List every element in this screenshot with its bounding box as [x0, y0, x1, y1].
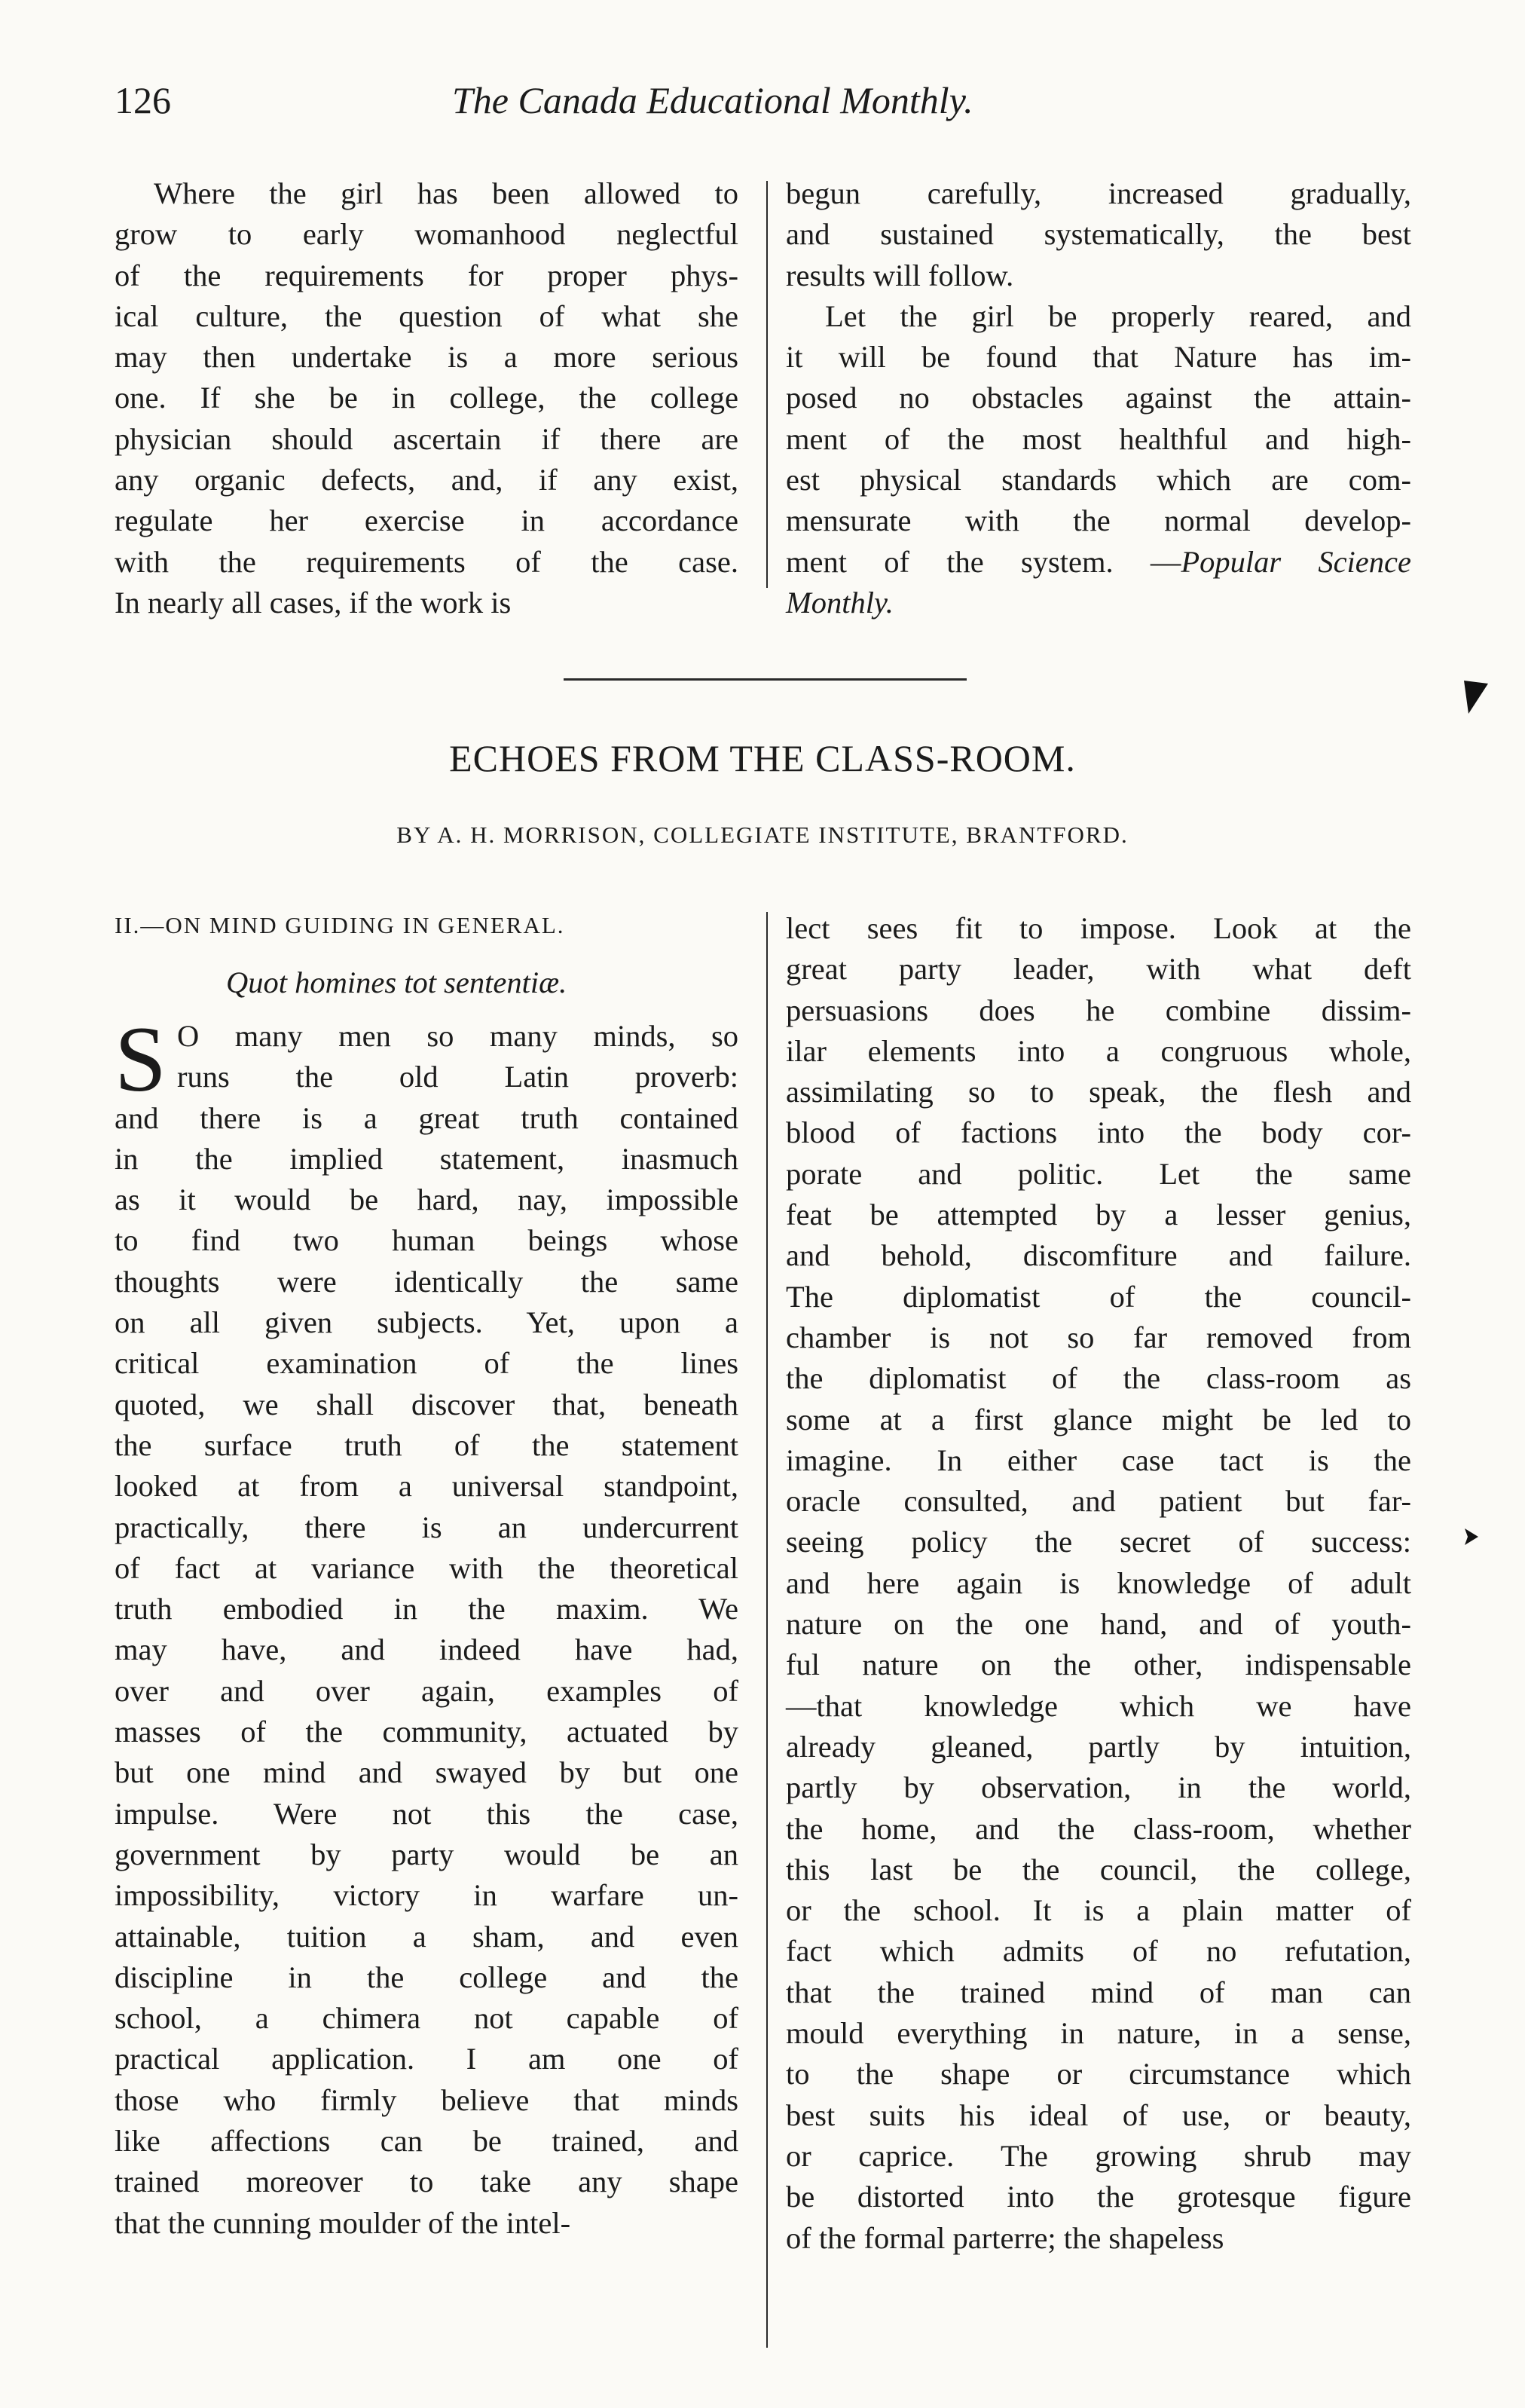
text-line: the surface truth of the statement	[115, 1427, 738, 1462]
text-line: impulse. Were not this the case,	[115, 1796, 738, 1831]
text-line: to find two human beings whose	[115, 1223, 738, 1258]
text-line: and behold, discomfiture and failure.	[786, 1238, 1411, 1273]
prev-article-right-column	[786, 173, 1411, 623]
running-head: The Canada Educational Monthly.	[452, 79, 973, 121]
text-line: but one mind and swayed by but one	[115, 1755, 738, 1790]
text-line: imagine. In either case tact is the	[786, 1443, 1411, 1477]
text-line: feat be attempted by a lesser genius,	[786, 1198, 1411, 1232]
text-line: and there is a great truth contained	[115, 1100, 738, 1135]
text-line: physician should ascertain if there are	[115, 421, 738, 456]
text-line: thoughts were identically the same	[115, 1264, 738, 1299]
text-line: practical application. I am one of	[115, 2042, 738, 2076]
text-line: seeing policy the secret of success:	[786, 1525, 1411, 1559]
text-line: that the trained mind of man can	[786, 1975, 1411, 2009]
text-line: attainable, tuition a sham, and even	[115, 1919, 738, 1954]
column-divider	[766, 181, 768, 588]
text-line: lect sees fit to impose. Look at the	[786, 911, 1411, 945]
margin-arrow-mark	[1463, 1528, 1478, 1545]
text-line: Where the girl has been allowed to	[154, 176, 738, 210]
text-line: with the requirements of the case.	[115, 544, 738, 579]
text-line: In nearly all cases, if the work is	[115, 585, 512, 620]
text-line: partly by observation, in the world,	[786, 1770, 1411, 1805]
text-line: oracle consulted, and patient but far-	[786, 1484, 1411, 1519]
text-line: quoted, we shall discover that, beneath	[115, 1387, 738, 1421]
text-line: government by party would be an	[115, 1837, 738, 1871]
text-line: ment of the most healthful and high-	[786, 421, 1411, 456]
article-left-column	[115, 1016, 738, 2244]
dropcap-block	[115, 1016, 738, 1098]
text-line: like affections can be trained, and	[115, 2124, 738, 2159]
column-divider	[766, 912, 768, 2348]
text-line: the home, and the class-room, whether	[786, 1811, 1411, 1846]
prev-article-left-column	[115, 173, 738, 623]
text-line: est physical standards which are com-	[786, 463, 1411, 497]
text-line: of the requirements for proper phys-	[115, 258, 738, 292]
text-line	[786, 542, 1411, 583]
text-line: and sustained systematically, the best	[786, 217, 1411, 252]
article-right-column	[786, 908, 1411, 2259]
text-line: already gleaned, partly by intuition,	[786, 1729, 1411, 1764]
source-line-2: Monthly.	[786, 585, 894, 620]
text-line: trained moreover to take any shape	[115, 2165, 738, 2199]
text-line: this last be the council, the college,	[786, 1852, 1411, 1886]
text-line: some at a first glance might be led to	[786, 1402, 1411, 1437]
text-line: The diplomatist of the council-	[786, 1279, 1411, 1314]
text-line: masses of the community, actuated by	[115, 1715, 738, 1749]
text-line: the diplomatist of the class-room as	[786, 1361, 1411, 1396]
section-heading: II.—ON MIND GUIDING IN GENERAL.	[115, 912, 565, 938]
text-line: O many men so many minds, so	[176, 1019, 738, 1053]
text-line: may then undertake is a more serious	[115, 340, 738, 375]
text-line: practically, there is an undercurrent	[115, 1510, 738, 1544]
text-line: mensurate with the normal develop-	[786, 503, 1411, 538]
article-byline: BY A. H. MORRISON, COLLEGIATE INSTITUTE, BRANTFORD.	[396, 822, 1129, 848]
article-paragraph-continued	[786, 908, 1411, 2259]
text-line: runs the old Latin proverb:	[176, 1060, 738, 1094]
text-line: discipline in the college and the	[115, 1960, 738, 1994]
text-line: or the school. It is a plain matter of	[786, 1893, 1411, 1928]
text-line: regulate her exercise in accordance	[115, 503, 738, 538]
text-segment: ment of the system.	[786, 544, 1114, 579]
text-line: begun carefully, increased gradually,	[786, 176, 1411, 210]
text-line: grow to early womanhood neglectful	[115, 217, 738, 252]
prev-article-source	[786, 583, 1411, 623]
text-line: ilar elements into a congruous whole,	[786, 1033, 1411, 1068]
prev-article-paragraph	[115, 173, 738, 623]
text-line: mould everything in nature, in a sense,	[786, 2016, 1411, 2051]
text-line: of the formal parterre; the shapeless	[786, 2220, 1224, 2255]
text-line: it will be found that Nature has im-	[786, 340, 1411, 375]
text-line: Let the girl be properly reared, and	[825, 298, 1411, 333]
text-line: best suits his ideal of use, or beauty,	[786, 2097, 1411, 2132]
text-line: that the cunning moulder of the intel-	[115, 2205, 571, 2240]
page-number: 126	[115, 79, 171, 121]
text-line: nature on the one hand, and of youth-	[786, 1607, 1411, 1642]
margin-triangle-mark	[1464, 681, 1488, 714]
prev-article-paragraph	[786, 296, 1411, 583]
text-line: impossibility, victory in warfare un-	[115, 1878, 738, 1913]
prev-article-paragraph-ending	[786, 173, 1411, 296]
motto: Quot homines tot sententiæ.	[226, 965, 567, 999]
text-line: blood of factions into the body cor-	[786, 1115, 1411, 1150]
text-line: great party leader, with what deft	[786, 952, 1411, 987]
opening-lines	[115, 1016, 738, 1098]
text-line: on all given subjects. Yet, upon a	[115, 1305, 738, 1340]
text-line: ical culture, the question of what she	[115, 298, 738, 333]
text-line: be distorted into the grotesque figure	[786, 2180, 1411, 2214]
text-line: chamber is not so far removed from	[786, 1320, 1411, 1354]
article-title: ECHOES FROM THE CLASS-ROOM.	[449, 737, 1076, 779]
text-line: one. If she be in college, the college	[115, 381, 738, 415]
text-line: persuasions does he combine dissim-	[786, 993, 1411, 1027]
text-line: critical examination of the lines	[115, 1346, 738, 1381]
text-line: any organic defects, and, if any exist,	[115, 463, 738, 497]
drop-cap: S	[115, 1016, 167, 1098]
text-line: of fact at variance with the theoretical	[115, 1550, 738, 1585]
text-line: those who firmly believe that minds	[115, 2082, 738, 2117]
text-line: and here again is knowledge of adult	[786, 1565, 1411, 1600]
text-line: posed no obstacles against the attain-	[786, 381, 1411, 415]
text-line: over and over again, examples of	[115, 1673, 738, 1708]
text-line: as it would be hard, nay, impossible	[115, 1183, 738, 1217]
text-line: truth embodied in the maxim. We	[115, 1592, 738, 1626]
text-line: —that knowledge which we have	[786, 1688, 1411, 1723]
source-title: Popular Science	[1181, 544, 1411, 579]
text-line: looked at from a universal standpoint,	[115, 1469, 738, 1504]
article-paragraph	[115, 1098, 738, 2244]
text-line: to the shape or circumstance which	[786, 2057, 1411, 2091]
text-line: in the implied statement, inasmuch	[115, 1141, 738, 1176]
text-line: ful nature on the other, indispensable	[786, 1648, 1411, 1682]
section-rule	[564, 678, 967, 681]
text-line: fact which admits of no refutation,	[786, 1934, 1411, 1969]
text-line: school, a chimera not capable of	[115, 2001, 738, 2036]
text-line: or caprice. The growing shrub may	[786, 2138, 1411, 2173]
text-line: assimilating so to speak, the flesh and	[786, 1075, 1411, 1109]
source-dash: —	[1113, 544, 1181, 579]
text-line: porate and politic. Let the same	[786, 1156, 1411, 1191]
text-line: may have, and indeed have had,	[115, 1632, 738, 1667]
text-line: results will follow.	[786, 258, 1014, 292]
